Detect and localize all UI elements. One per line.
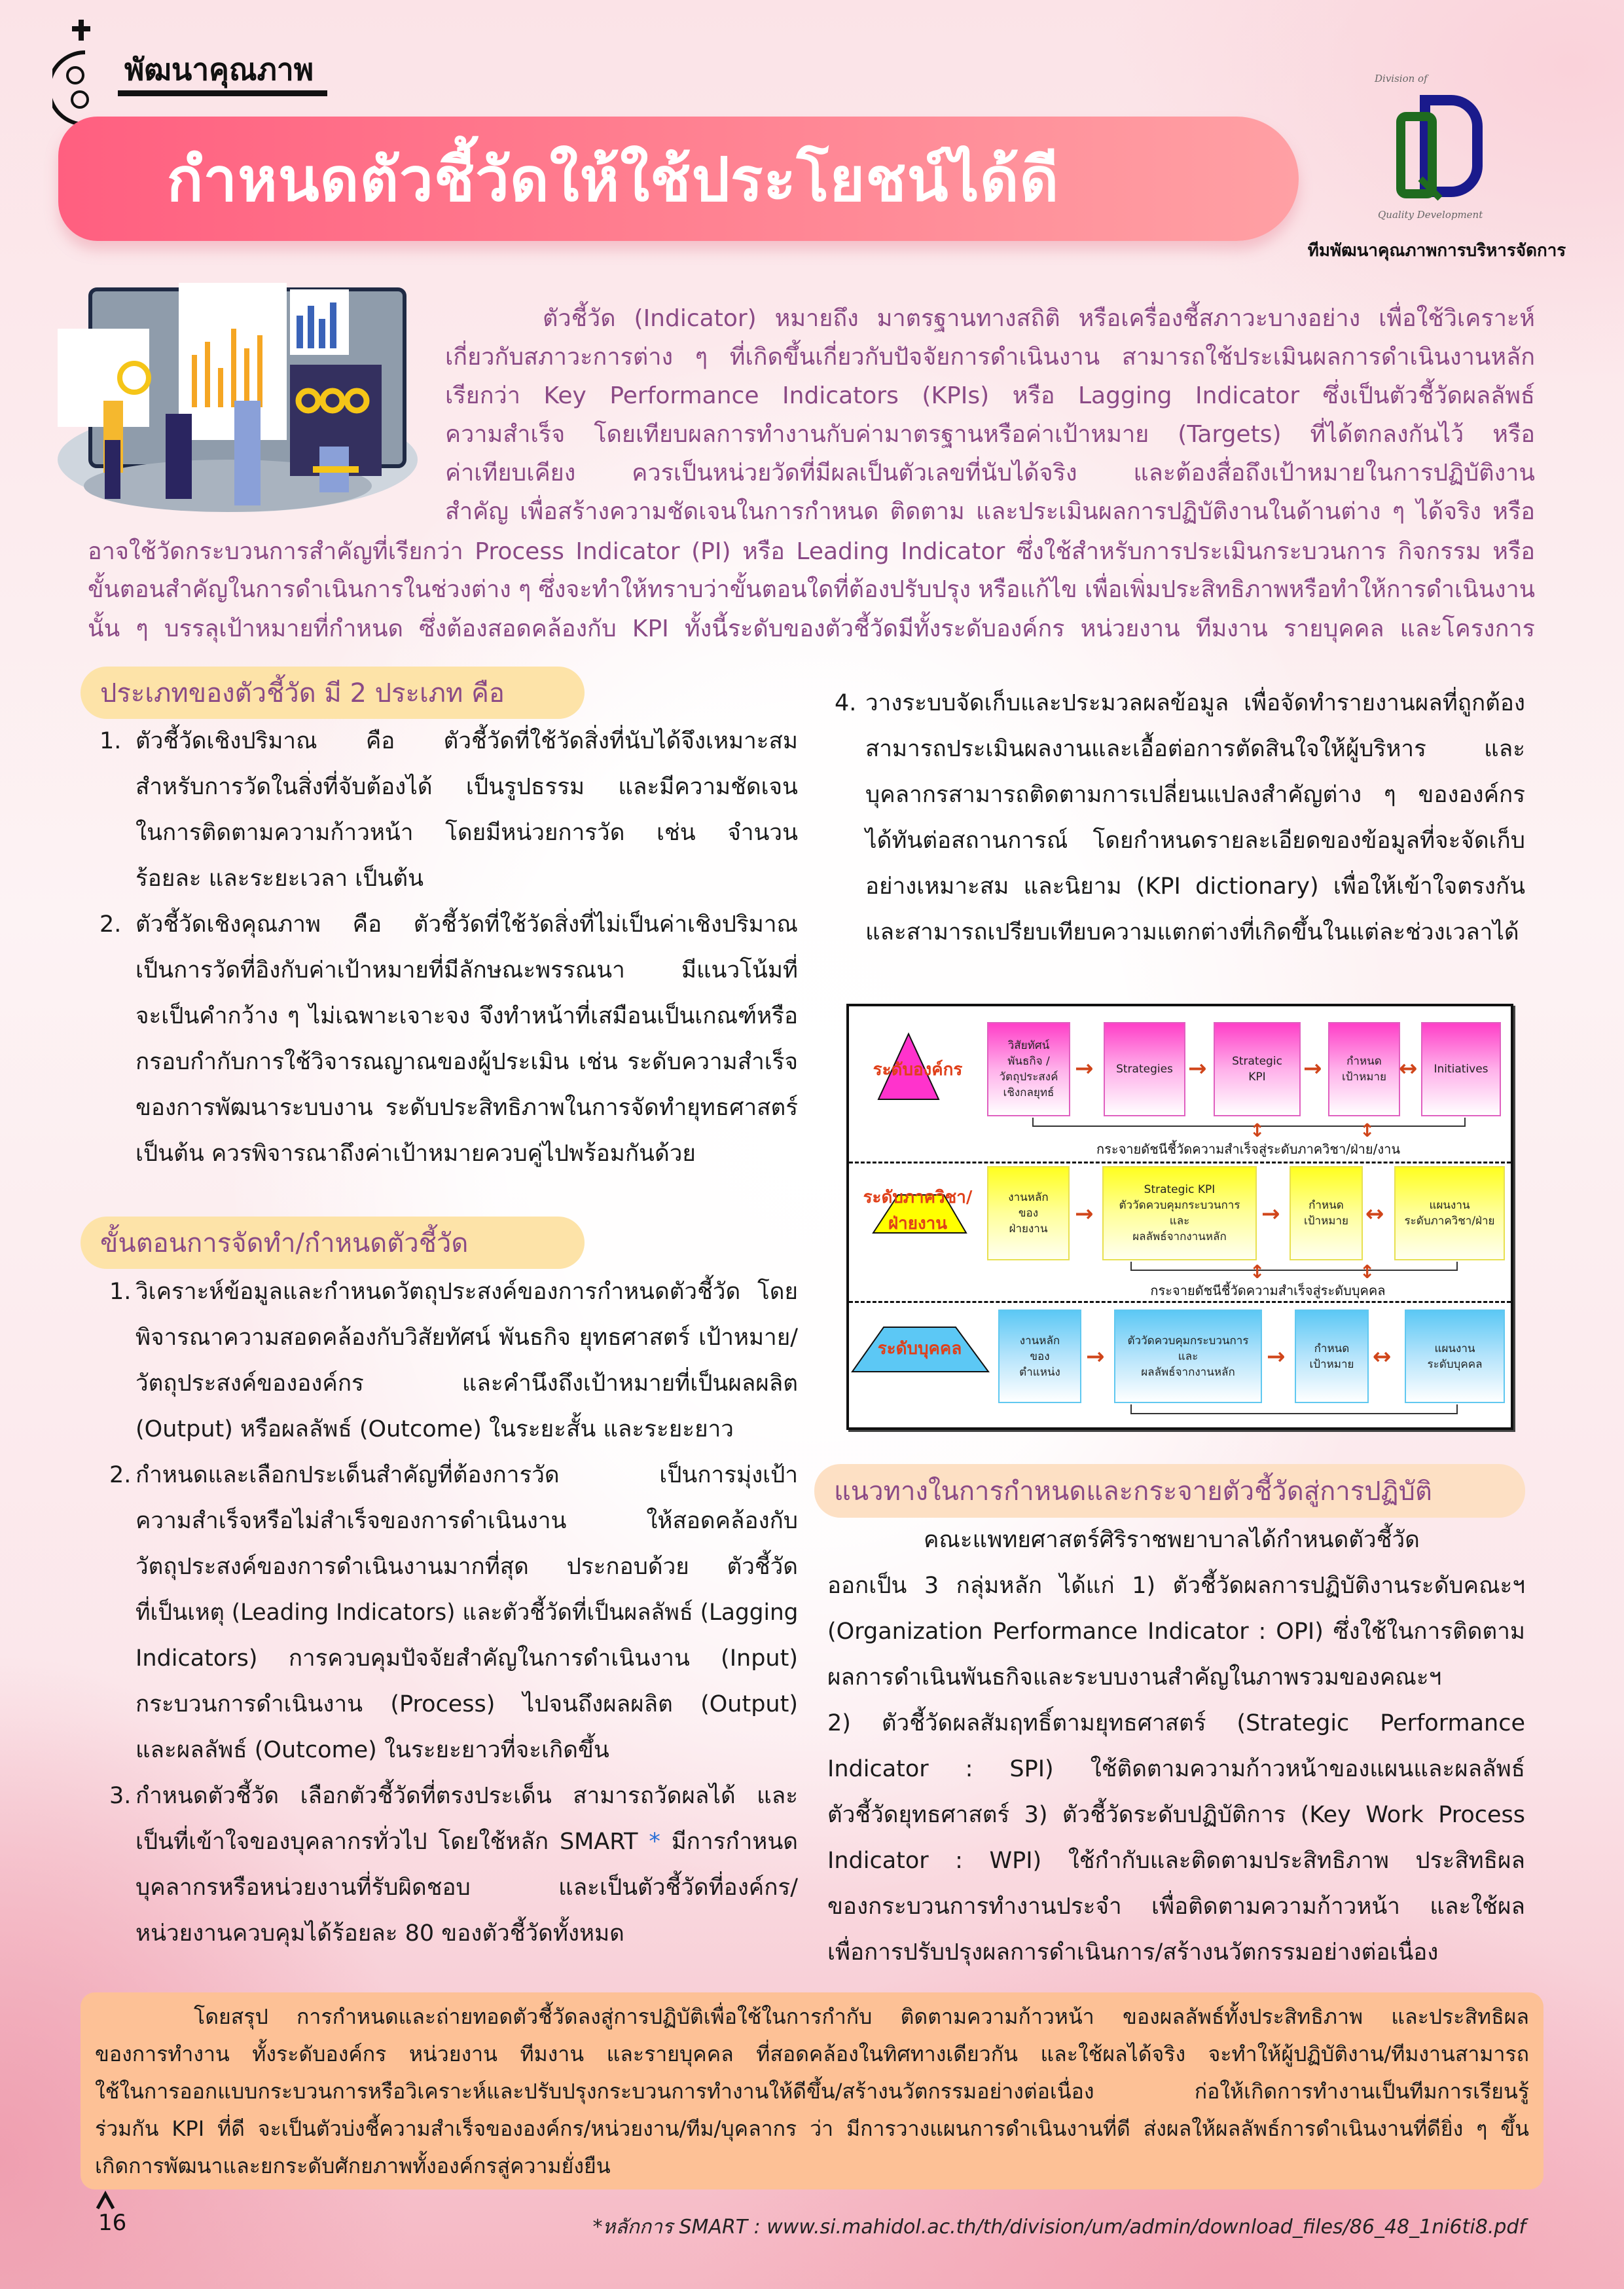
level-organization-label: ระดับองค์กร xyxy=(873,1060,963,1080)
box-strategic-kpi: Strategic KPI xyxy=(1214,1022,1301,1116)
intro-line: ความสำเร็จ โดยเทียบผลการทำงานกับค่ามาตรฐานหรือค่าเป้าหมาย (Targets) ที่ได้ตกลงกันไว้ หรือ xyxy=(445,421,1535,448)
step-number: 1. xyxy=(109,1279,132,1305)
step-line: เป็นที่เข้าใจของบุคลากรทั่วไป โดยใช้หลัก SMART * มีการกำหนด xyxy=(135,1829,798,1855)
guideline-line: ตัวชี้วัดยุทธศาสตร์ 3) ตัวชี้วัดระดับปฏิบัติการ (Key Work Process xyxy=(827,1802,1525,1828)
intro-line: เกี่ยวกับสภาวะการต่าง ๆ ที่เกิดขึ้นเกี่ยวกับปัจจัยการดำเนินงาน สามารถใช้ประเมินผลการดำเนินงานหลัก xyxy=(445,344,1535,371)
list-item-line: ในการติดตามความก้าวหน้า โดยมีหน่วยการวัด เช่น จำนวน xyxy=(135,820,798,846)
summary-line: โดยสรุป การกำหนดและถ่ายทอดตัวชี้วัดลงสู่การปฏิบัติเพื่อใช้ในการกำกับ ติดตามความก้าวหน้า ของผลลัพธ์ทั้งประสิทธิภาพ และประสิทธิผล xyxy=(194,2004,1529,2029)
box-department-strategic-kpi: Strategic KPI ตัววัดควบคุมกระบวนการ และ ผลลัพธ์จากงานหลัก xyxy=(1102,1166,1257,1260)
step-line: วิเคราะห์ข้อมูลและกำหนดวัตถุประสงค์ของการกำหนดตัวชี้วัด โดย xyxy=(135,1279,798,1305)
box-department-core-work: งานหลัก ของ ฝ่ายงาน xyxy=(987,1166,1070,1260)
level-department-label: ระดับภาควิชา/ ฝ่ายงาน xyxy=(863,1188,973,1234)
logo-underline xyxy=(118,90,327,96)
vertical-arrow-icon: ↕ xyxy=(1360,1261,1375,1283)
steps-heading xyxy=(81,1217,585,1269)
page-number: 16 xyxy=(98,2210,127,2236)
divider-2 xyxy=(849,1301,1511,1303)
title-banner xyxy=(58,117,1299,241)
intro-line: ตัวชี้วัด (Indicator) หมายถึง มาตรฐานทางสถิติ หรือเครื่องชี้สภาวะบางอย่าง เพื่อใช้วิเคราะห์ xyxy=(543,305,1535,332)
double-arrow-icon: ↔ xyxy=(1399,1055,1418,1082)
list-item-line: ตัวชี้วัดเชิงคุณภาพ คือ ตัวชี้วัดที่ใช้วัดสิ่งที่ไม่เป็นค่าเชิงปริมาณ xyxy=(135,911,798,938)
guideline-line: (Organization Performance Indicator : OPI) ซึ่งใช้ในการติดตาม xyxy=(827,1619,1525,1645)
intro-line: ขั้นตอนสำคัญในการดำเนินการในช่วงต่าง ๆ ซึ่งจะทำให้ทราบว่าขั้นตอนใดที่ต้องปรับปรุง หรือแก้ไข เพื่อเพิ่มประสิทธิภาพหรือทำให้การดำเนินงาน xyxy=(88,576,1536,603)
step-line: กำหนดและเลือกประเด็นสำคัญที่ต้องการวัด เป็นการมุ่งเป้า xyxy=(135,1462,798,1488)
step-line: พิจารณาความสอดคล้องกับวิสัยทัศน์ พันธกิจ ยุทธศาสตร์ เป้าหมาย/ xyxy=(135,1325,798,1351)
qd-logo-bottom-text: Quality Development xyxy=(1378,209,1483,221)
intro-line: อาจใช้วัดกระบวนการสำคัญที่เรียกว่า Process Indicator (PI) หรือ Leading Indicator ซึ่งใช้สำหรับการประเมินกระบวนการ กิจกรรม หรือ xyxy=(88,538,1535,565)
step-line: และสามารถเปรียบเทียบความแตกต่างที่เกิดขึ้นในแต่ละช่วงเวลาได้ xyxy=(865,919,1519,945)
step-line: ได้ทันต่อสถานการณ์ โดยกำหนดรายละเอียดของข้อมูลที่จะจัดเก็บ xyxy=(865,828,1525,854)
list-item-line: กรอบกำกับการใช้วิจารณญาณของผู้ประเมิน เช่น ระดับความสำเร็จ xyxy=(135,1049,798,1075)
arrow-right-icon: → xyxy=(1261,1201,1280,1227)
level-individual-label: ระดับบุคคล xyxy=(877,1339,962,1359)
box-set-target-1: กำหนด เป้าหมาย xyxy=(1328,1022,1400,1116)
types-heading xyxy=(81,667,585,719)
list-number: 2. xyxy=(99,911,122,938)
arrow-right-icon: → xyxy=(1075,1201,1094,1227)
step-line: ความสำเร็จหรือไม่สำเร็จของการดำเนินงาน ให้สอดคล้องกับ xyxy=(135,1508,798,1534)
vertical-arrow-icon: ↕ xyxy=(1360,1120,1375,1141)
list-item-line: ของการพัฒนาระบบงาน ระดับประสิทธิภาพในการจัดทำยุทธศาสตร์ xyxy=(135,1095,798,1121)
list-item-line: ตัวชี้วัดเชิงปริมาณ คือ ตัวชี้วัดที่ใช้วัดสิ่งที่นับได้จึงเหมาะสม xyxy=(135,728,798,754)
double-arrow-icon: ↔ xyxy=(1373,1344,1392,1370)
step-number: 2. xyxy=(109,1462,132,1488)
list-item-line: เป็นต้น ควรพิจารณาถึงค่าเป้าหมายควบคู่ไปพร้อมกันด้วย xyxy=(135,1141,696,1167)
section-logo xyxy=(52,20,347,124)
guideline-line: ผลการดำเนินพันธกิจและระบบงานสำคัญในภาพรวมของคณะฯ xyxy=(827,1664,1442,1691)
guideline-line: 2) ตัวชี้วัดผลสัมฤทธิ์ตามยุทธศาสตร์ (Strategic Performance xyxy=(827,1710,1525,1736)
business-analytics-illustration xyxy=(51,270,424,519)
step-line: และผลลัพธ์ (Outcome) ในระยะยาวที่จะเกิดขึ้น xyxy=(135,1737,609,1763)
box-vision-mission: วิสัยทัศน์ พันธกิจ / วัตถุประสงค์ เชิงกลยุทธ์ xyxy=(987,1022,1070,1116)
summary-line: เกิดการพัฒนาและยกระดับศักยภาพทั้งองค์กรสู่ความยั่งยืน xyxy=(95,2153,611,2178)
intro-line: นั้น ๆ บรรลุเป้าหมายที่กำหนด ซึ่งต้องสอดคล้องกับ KPI ทั้งนี้ระดับของตัวชี้วัดมีทั้งระดับองค์กร หน่วยงาน ทีมงาน รายบุคคล และโครงการ xyxy=(88,615,1535,642)
list-item-line: เป็นการวัดที่อิงกับค่าเป้าหมายที่มีลักษณะพรรณนา มีแนวโน้มที่ xyxy=(135,957,798,983)
list-number: 1. xyxy=(99,728,122,754)
intro-line: ค่าเทียบเคียง ควรเป็นหน่วยวัดที่มีผลเป็นตัวเลขที่นับได้จริง และต้องสื่อถึงเป้าหมายในการปฏิบัติงาน xyxy=(445,460,1535,486)
qd-logo-mark xyxy=(1384,87,1489,205)
step-line: สามารถประเมินผลงานและเอื้อต่อการตัดสินใจให้ผู้บริหาร และ xyxy=(865,736,1525,762)
section-logo-text: พัฒนาคุณภาพ xyxy=(124,52,314,87)
step-line: วางระบบจัดเก็บและประมวลผลข้อมูล เพื่อจัดทำรายงานผลที่ถูกต้อง xyxy=(865,690,1525,716)
footnote-link[interactable]: *หลักการ SMART : www.si.mahidol.ac.th/th/division/um/admin/download_files/86_48_1ni6ti8.pdf xyxy=(592,2216,1526,2239)
page-title: กำหนดตัวชี้วัดให้ใช้ประโยชน์ได้ดี xyxy=(166,144,1060,215)
cascade-label-individual: กระจายดัชนีชี้วัดความสำเร็จสู่ระดับบุคคล xyxy=(1150,1283,1386,1298)
intro-line: เรียกว่า Key Performance Indicators (KPIs) หรือ Lagging Indicator ซึ่งเป็นตัวชี้วัดผลลัพธ์ xyxy=(445,382,1535,409)
box-strategies: Strategies xyxy=(1104,1022,1185,1116)
summary-line: ร่วมกัน KPI ที่ดี จะเป็นตัวบ่งชี้ความสำเร็จขององค์กร/หน่วยงาน/ทีม/บุคลากร ว่า มีการวางแผนการดำเนินงานที่ดี ส่งผลให้ผลลัพธ์การดำเนินงานที่ดียิ่ง ๆ ขึ้น xyxy=(95,2116,1529,2141)
box-initiatives: Initiatives xyxy=(1421,1022,1501,1116)
arrow-right-icon: → xyxy=(1188,1055,1207,1082)
step-number: 4. xyxy=(835,690,857,716)
box-department-plan: แผนงาน ระดับภาควิชา/ฝ่าย xyxy=(1394,1166,1505,1260)
feedback-line-1 xyxy=(1032,1118,1466,1127)
divider-1 xyxy=(849,1162,1511,1163)
feedback-line-3 xyxy=(1130,1404,1458,1414)
guideline-heading-text: แนวทางในการกำหนดและกระจายตัวชี้วัดสู่การปฏิบัติ xyxy=(834,1476,1432,1507)
step-line: บุคลากรสามารถติดตามการเปลี่ยนแปลงสำคัญต่าง ๆ ขององค์กร xyxy=(865,782,1525,808)
step-line: วัตถุประสงค์ของการดำเนินงานมากที่สุด ประกอบด้วย ตัวชี้วัด xyxy=(135,1554,798,1580)
guideline-line: คณะแพทยศาสตร์ศิริราชพยาบาลได้กำหนดตัวชี้วัด xyxy=(924,1527,1420,1553)
step-number: 3. xyxy=(109,1783,132,1809)
box-position-core-work: งานหลัก ของ ตำแหน่ง xyxy=(998,1309,1081,1403)
step-line: กำหนดตัวชี้วัด เลือกตัวชี้วัดที่ตรงประเด็น สามารถวัดผลได้ และ xyxy=(135,1783,798,1809)
intro-line: สำคัญ เพื่อสร้างความชัดเจนในการกำหนด ติดตาม และประเมินผลการปฏิบัติงานในด้านต่าง ๆ ได้จริง หรือ xyxy=(445,498,1535,525)
box-set-target-3: กำหนด เป้าหมาย xyxy=(1295,1309,1369,1403)
step-line: วัตถุประสงค์ขององค์กร และคำนึงถึงเป้าหมายที่เป็นผลผลิต xyxy=(135,1370,798,1397)
box-set-target-2: กำหนด เป้าหมาย xyxy=(1290,1166,1363,1260)
vertical-arrow-icon: ↕ xyxy=(1250,1120,1265,1141)
guideline-line: เพื่อการปรับปรุงผลการดำเนินการ/สร้างนวัตกรรมอย่างต่อเนื่อง xyxy=(827,1939,1439,1966)
guideline-line: ของกระบวนการทำงานประจำ เพื่อติดตามความก้าวหน้า และใช้ผล xyxy=(827,1894,1525,1920)
guideline-line: ออกเป็น 3 กลุ่มหลัก ได้แก่ 1) ตัวชี้วัดผลการปฏิบัติงานระดับคณะฯ xyxy=(827,1573,1525,1599)
arrow-right-icon: → xyxy=(1267,1344,1286,1370)
step-line: อย่างเหมาะสม และนิยาม (KPI dictionary) เพื่อให้เข้าใจตรงกัน xyxy=(865,873,1525,900)
gear-cross-icon xyxy=(52,20,111,124)
list-item-line: จะเป็นคำกว้าง ๆ ไม่เฉพาะเจาะจง จึงทำหน้าที่เสมือนเป็นเกณฑ์หรือ xyxy=(135,1003,798,1029)
qd-logo xyxy=(1371,73,1502,230)
qd-logo-top-text: Division of xyxy=(1375,73,1428,84)
feedback-line-2 xyxy=(1130,1262,1458,1271)
kpi-cascade-diagram xyxy=(846,1004,1513,1430)
step-line: หน่วยงานควบคุมได้ร้อยละ 80 ของตัวชี้วัดทั้งหมด xyxy=(135,1920,624,1947)
arrow-right-icon: → xyxy=(1075,1055,1094,1082)
double-arrow-icon: ↔ xyxy=(1365,1201,1384,1227)
summary-line: ของการทำงาน ทั้งระดับองค์กร หน่วยงาน ทีมงาน และรายบุคคล ที่สอดคล้องในทิศทางเดียวกัน และใช้ผลได้จริง จะทำให้ผู้ปฏิบัติงาน/ทีมงานสามารถ xyxy=(95,2042,1529,2066)
arrow-right-icon: → xyxy=(1086,1344,1105,1370)
step-line: (Output) หรือผลลัพธ์ (Outcome) ในระยะสั้น และระยะยาว xyxy=(135,1416,734,1442)
box-individual-plan: แผนงาน ระดับบุคคล xyxy=(1405,1309,1505,1403)
arrow-right-icon: → xyxy=(1303,1055,1322,1082)
list-item-line: ร้อยละ และระยะเวลา เป็นต้น xyxy=(135,866,424,892)
smart-footnote-marker: * xyxy=(649,1829,660,1855)
box-individual-kpi: ตัววัดควบคุมกระบวนการ และ ผลลัพธ์จากงานหลัก xyxy=(1114,1309,1262,1403)
step-line: กระบวนการดำเนินงาน (Process) ไปจนถึงผลผลิต (Output) xyxy=(135,1691,798,1717)
step-line: บุคลากรหรือหน่วยงานที่รับผิดชอบ และเป็นตัวชี้วัดที่องค์กร/ xyxy=(135,1875,798,1901)
guideline-line: Indicator : SPI) ใช้ติดตามความก้าวหน้าของแผนและผลลัพธ์ xyxy=(827,1756,1525,1782)
summary-line: ใช้ในการออกแบบกระบวนการหรือวิเคราะห์และปรับปรุงกระบวนการทำงานให้ดีขึ้น/สร้างนวัตกรรมอย่างต่อเนื่อง ก่อให้เกิดการทำงานเป็นทีมการเรียนรู้ xyxy=(95,2079,1529,2104)
list-item-line: สำหรับการวัดในสิ่งที่จับต้องได้ เป็นรูปธรรม และมีความชัดเจน xyxy=(135,774,798,800)
vertical-arrow-icon: ↕ xyxy=(1250,1261,1265,1283)
steps-heading-text: ขั้นตอนการจัดทำ/กำหนดตัวชี้วัด xyxy=(100,1228,469,1258)
cascade-label-department: กระจายดัชนีชี้วัดความสำเร็จสู่ระดับภาควิชา/ฝ่าย/งาน xyxy=(1096,1141,1401,1157)
step-line: Indicators) การควบคุมปัจจัยสำคัญในการดำเนินงาน (Input) xyxy=(135,1645,798,1672)
step-line: ที่เป็นเหตุ (Leading Indicators) และตัวชี้วัดที่เป็นผลลัพธ์ (Lagging xyxy=(135,1600,799,1626)
guideline-line: Indicator : WPI) ใช้กำกับและติดตามประสิทธิภาพ ประสิทธิผล xyxy=(827,1848,1525,1874)
types-heading-text: ประเภทของตัวชี้วัด มี 2 ประเภท คือ xyxy=(100,678,505,708)
team-caption: ทีมพัฒนาคุณภาพการบริหารจัดการ xyxy=(1307,241,1566,261)
guideline-heading xyxy=(814,1464,1525,1518)
page-chevron-icon xyxy=(96,2190,115,2210)
